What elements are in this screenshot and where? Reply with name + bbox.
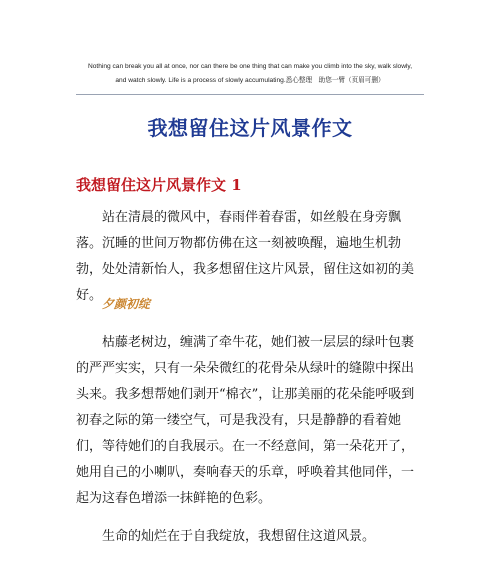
section-title: 我想留住这片风景作文 1 <box>76 176 242 194</box>
paragraph-3: 生命的灿烂在于自我绽放，我想留住这道风景。 <box>102 529 376 544</box>
page-header <box>70 60 430 88</box>
header-line-2: and watch slowly. Life is a process of slowly accumulating.悉心整理 助您一臂（页眉可删） <box>115 77 385 84</box>
document-title: 我想留住这片风景作文 <box>147 116 353 140</box>
subtitle: 夕颜初绽 <box>102 297 151 311</box>
header-line-1: Nothing can break you all at once, nor can there be one thing that can make you climb into the sky, walk slowly, <box>87 63 413 70</box>
paragraph-1: 站在清晨的微风中，春雨伴着春雷，如丝般在身旁飘落。沉睡的世间万物都仿佛在这一刻被唤醒，遍地生机勃勃，处处清新怡人，我多想留住这片风景，留住这如初的美好。 <box>76 210 415 303</box>
paragraph-2: 枯藤老树边，缠满了牵牛花，她们被一层层的绿叶包裹的严严实实，只有一朵朵微红的花骨朵从绿叶的缝隙中探出头来。我多想帮她们剥开“棉衣”，让那美丽的花朵能呼吸到初春之际的第一缕空气，可是我没有，只是静静的看着她们，等待她们的自我展示。在一不经意间，第一朵花开了，她用自己的小喇叭，奏响春天的乐章，呼唤着其他同伴，一起为这春色增添一抹鲜艳的色彩。 <box>76 335 415 506</box>
header-divider <box>76 94 424 95</box>
